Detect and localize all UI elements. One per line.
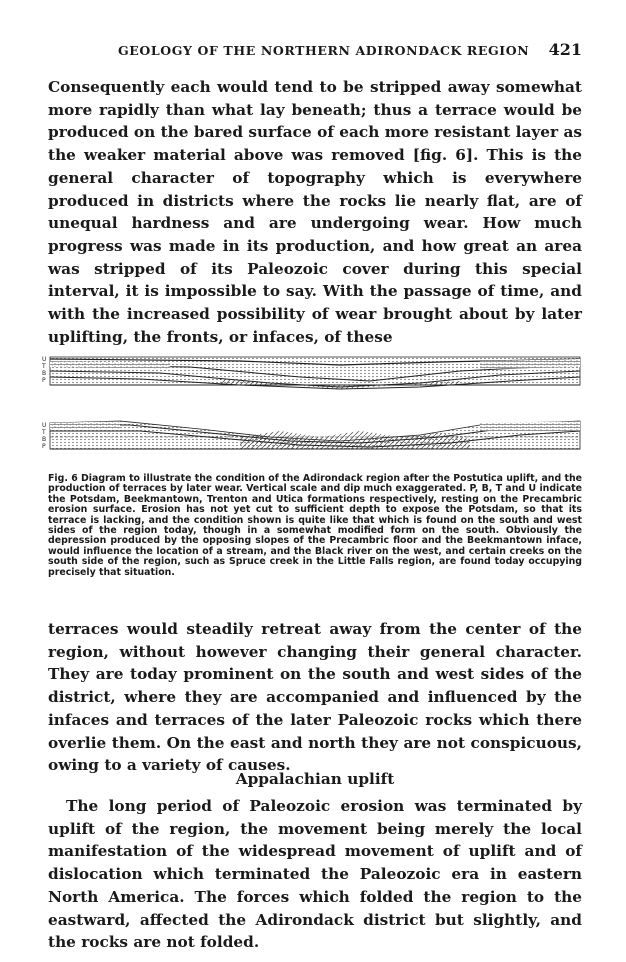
page-number: 421 — [548, 40, 582, 59]
upper-label-u: U — [42, 356, 47, 363]
cross-section-diagram — [40, 345, 585, 457]
upper-label-b: B — [42, 370, 47, 377]
running-title: GEOLOGY OF THE NORTHERN ADIRONDACK REGION — [118, 43, 530, 58]
lower-section — [50, 421, 580, 449]
running-header — [48, 40, 582, 62]
upper-label-t: T — [42, 363, 46, 370]
paragraph-3: The long period of Paleozoic erosion was terminated by uplift of the region, the movement being merely the local manifestation of the widespread movement of uplift and of dislocation which terminated the Paleozoic era in eastern North America. The forces which folded the region to the eastward, affected the Adirondack district but slightly, and the rocks are not folded. — [48, 797, 582, 952]
paragraph-2: terraces would steadily retreat away from the center of the region, without however changing their general character. They are today prominent on the south and west sides of the district, where they are accompanied and influenced by the infaces and terraces of the later Paleozoic rocks which there overlie them. On the east and north they are not conspicuous, owing to a variety of causes. — [48, 620, 582, 775]
section-heading: Appalachian uplift — [235, 770, 395, 788]
lower-label-p: P — [42, 443, 46, 450]
lower-label-t: T — [42, 429, 46, 436]
upper-section — [50, 357, 580, 389]
paragraph-1: Consequently each would tend to be stripped away somewhat more rapidly than what lay beneath; thus a terrace would be produced on the bared surface of each more resistant layer as the weaker material above was removed [fig. 6]. This is the general character of topography which is everywhere produced in districts where the rocks lie nearly flat, are of unequal hardness and are undergoing wear. How much progress was made in its production, and how great an area was stripped of its Paleozoic cover during this special interval, it is impossible to say. With the passage of time, and with the increased possibility of wear brought about by later uplifting, the fronts, or infaces, of these — [48, 78, 582, 346]
upper-label-p: P — [42, 377, 46, 384]
figure-6-diagram — [40, 345, 585, 457]
lower-label-u: U — [42, 422, 47, 429]
lower-label-b: B — [42, 436, 47, 443]
figure-caption: Fig. 6 Diagram to illustrate the condition of the Adirondack region after the Postutica uplift, and the production of terraces by later wear. Vertical scale and dip much exaggerated. P, B, T and U indicate the Potsdam, Beekmantown, Trenton and Utica formations respectively, resting on the Precambric erosion surface. Erosion has not yet cut to sufficient depth to expose the Potsdam, so that its terrace is lacking, and the condition shown is quite like that which is found on the south and west sides of the region today, though in a somewhat modified form on the south. Obviously the depression produced by the opposing slopes of the Precambric floor and the Beekmantown inface, would influence the location of a stream, and the Black river on the west, and certain creeks on the south side of the region, such as Spruce creek in the Little Falls region, are found today occupying precisely that situation. — [48, 473, 582, 578]
